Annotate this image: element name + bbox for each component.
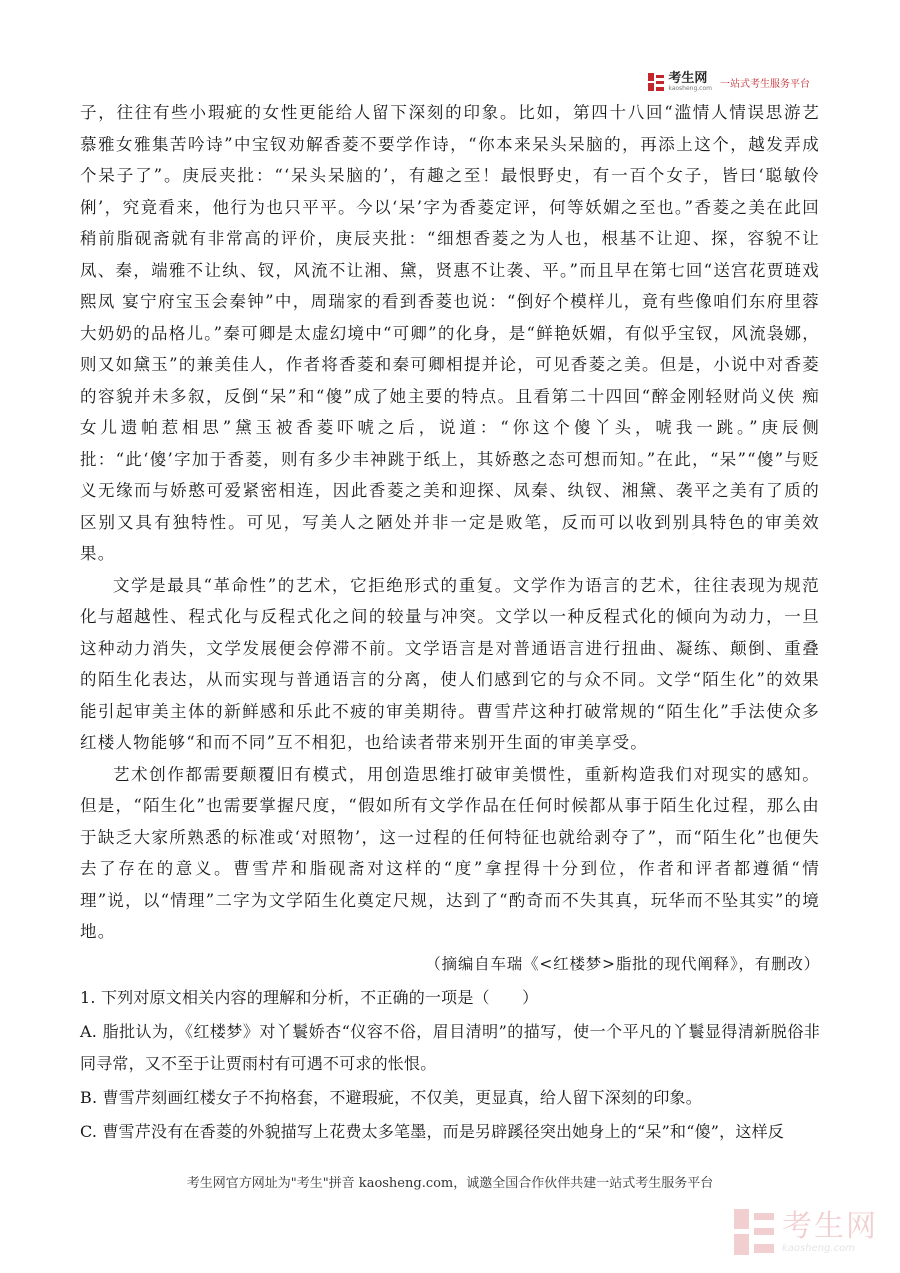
option-a: A. 脂批认为，《红楼梦》对丫鬟娇杏“仪容不俗，眉目清明”的描写，使一个平凡的丫鬟显得清新脱俗非同寻常，又不至于让贾雨村有可遇不可求的怅恨。 [80,1021,820,1073]
paragraph-1: 子，往往有些小瑕疵的女性更能给人留下深刻的印象。比如，第四十八回“滥情人情误思游艺 慕雅女雅集苦吟诗”中宝钗劝解香菱不要学作诗，“你本来呆头呆脑的，再添上这个，越发弄成个呆子了”。庚辰夹批：“‘呆头呆脑的’，有趣之至！最恨野史，有一百个女子，皆曰‘聪敏伶俐’，究竟看来，他行为也只平平。今以‘呆’字为香菱定评，何等妖媚之至也。”香菱之美在此回稍前脂砚斋就有非常高的评价，庚辰夹批：“细想香菱之为人也，根基不让迎、探，容貌不让凤、秦，端雅不让纨、钗，风流不让湘、黛，贤惠不让袭、平。”而且早在第七回“送宫花贾琏戏熙凤 宴宁府宝玉会秦钟”中，周瑞家的看到香菱也说：“倒好个模样儿，竟有些像咱们东府里蓉大奶奶的品格儿。”秦可卿是太虚幻境中“可卿”的化身，是“鲜艳妖媚，有似乎宝钗，风流袅娜，则又如黛玉”的兼美佳人，作者将香菱和秦可卿相提并论，可见香菱之美。但是，小说中对香菱的容貌并未多叙，反倒“呆”和“傻”成了她主要的特点。且看第二十四回“醉金刚轻财尚义侠 痴女儿遗帕惹相思”黛玉被香菱吓唬之后，说道：“你这个傻丫头，唬我一跳。”庚辰侧批：“此‘傻’字加于香菱，则有多少丰神跳于纸上，其娇憨之态可想而知。”在此，“呆”“傻”与贬义无缘而与娇憨可爱紧密相连，因此香菱之美和迎探、凤秦、纨钗、湘黛、袭平之美有了质的区别又具有独特性。可见，写美人之陋处并非一定是败笔，反而可以收到别具特色的审美效果。 [80,103,820,563]
document-body [80,97,820,1148]
page-footer: 考生网官方网址为"考生"拼音 kaosheng.com，诚邀全国合作伙伴共建一站式考生服务平台 [186,1176,714,1191]
logo-name: 考生网 [668,71,708,86]
header-slogan: 一站式考生服务平台 [720,78,810,90]
question-stem: 1. 下列对原文相关内容的理解和分析，不正确的一项是（ ） [80,987,539,1007]
option-c: C. 曹雪芹没有在香菱的外貌描写上花费太多笔墨，而是另辟蹊径突出她身上的“呆”和“傻”，这样反 [80,1121,784,1141]
kaosheng-watermark-icon [734,1209,774,1255]
header-brand [648,70,810,94]
kaosheng-logo-icon [648,73,664,91]
paragraph-2: 文学是最具“革命性”的艺术，它拒绝形式的重复。文学作为语言的艺术，往往表现为规范化与超越性、程式化与反程式化之间的较量与冲突。文学以一种反程式化的倾向为动力，一旦这种动力消失，文学发展便会停滞不前。文学语言是对普通语言进行扭曲、凝练、颠倒、重叠的陌生化表达，从而实现与普通语言的分离，使人们感到它的与众不同。文学“陌生化”的效果能引起审美主体的新鲜感和乐此不疲的审美期待。曹雪芹这种打破常规的“陌生化”手法使众多红楼人物能够“和而不同”互不相犯，也给读者带来别开生面的审美享受。 [80,575,820,752]
watermark-subtitle: kaosheng.com [782,1242,855,1254]
option-b: B. 曹雪芹刻画红楼女子不拘格套，不避瑕疵，不仅美，更显真，给人留下深刻的印象。 [80,1087,702,1107]
watermark [734,1209,878,1255]
logo-subtitle: kaosheng.com [668,85,712,92]
paragraph-3: 艺术创作都需要颠覆旧有模式，用创造思维打破审美惯性，重新构造我们对现实的感知。但是，“陌生化”也需要掌握尺度，“假如所有文学作品在任何时候都从事于陌生化过程，那么由于缺乏大家所熟悉的标准或‘对照物’，这一过程的任何特征也就给剥夺了”，而“陌生化”也便失去了存在的意义。曹雪芹和脂砚斋对这样的“度”拿捏得十分到位，作者和评者都遵循“情理”说，以“情理”二字为文学陌生化奠定尺规，达到了“酌奇而不失其真，玩华而不坠其实”的境地。 [80,764,820,941]
watermark-name: 考生网 [782,1208,878,1244]
source-citation: （摘编自车瑞《<红楼梦>脂批的现代阐释》，有删改） [425,954,820,973]
